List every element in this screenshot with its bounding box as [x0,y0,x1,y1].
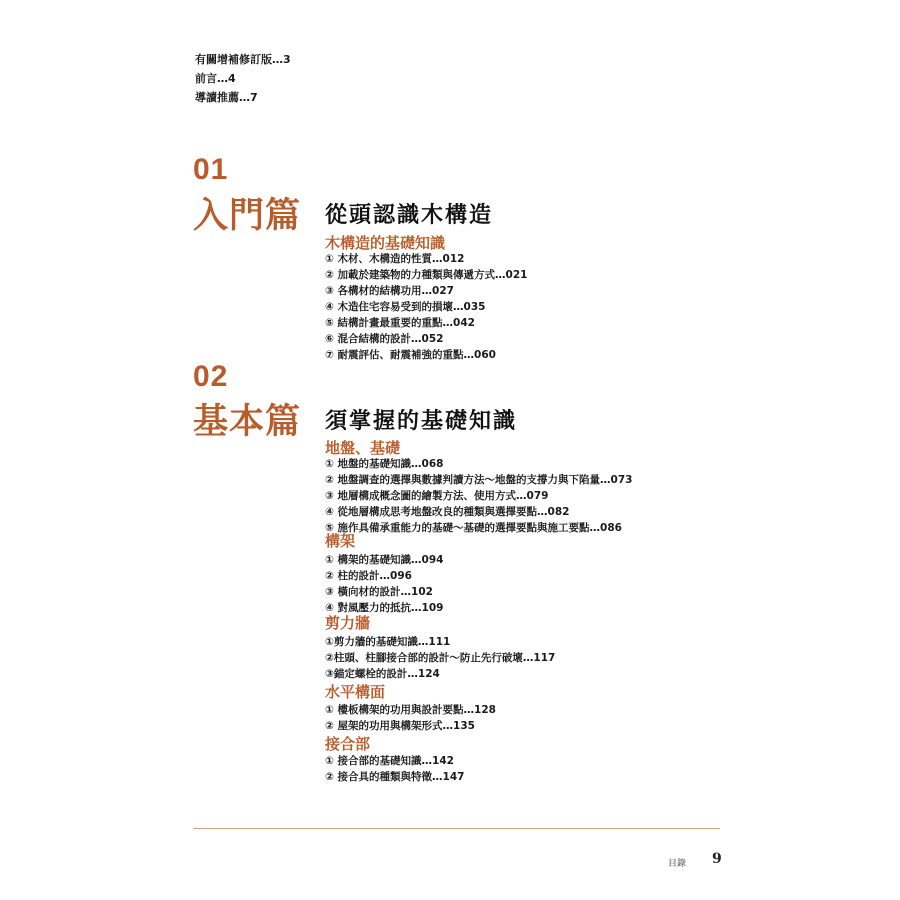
toc-entry: ② 接合具的種類與特徵…147 [325,771,465,783]
part-name: 入門篇 [193,196,302,236]
toc-entry: ④ 木造住宅容易受到的損壞…035 [325,301,486,313]
toc-entry: ⑤ 結構計畫最重要的重點…042 [325,317,475,329]
toc-entry: ③錨定螺栓的設計…124 [325,668,440,680]
part-number: 01 [193,153,229,186]
part-number: 02 [193,360,229,393]
toc-entry: ① 木材、木構造的性質…012 [325,253,465,265]
section-heading: 剪力牆 [325,614,371,632]
toc-entry: ① 接合部的基礎知識…142 [325,755,454,767]
toc-entry: ② 地盤調查的選擇與數據判讀方法～地盤的支撐力與下陷量…073 [325,474,633,486]
section-heading: 地盤、基礎 [325,439,401,457]
front-matter-item: 有關增補修訂版…3 [195,53,291,66]
toc-entry: ②柱頭、柱腳接合部的設計～防止先行破壞…117 [325,652,556,664]
footer-divider [193,828,720,829]
toc-entry: ② 加載於建築物的力種類與傳遞方式…021 [325,269,528,281]
front-matter [195,50,291,107]
toc-entry: ⑥ 混合結構的設計…052 [325,333,444,345]
toc-entry: ④ 從地層構成思考地盤改良的種類與選擇要點…082 [325,506,570,518]
toc-entry: ② 柱的設計…096 [325,570,412,582]
front-matter-item: 導讀推薦…7 [195,91,258,104]
footer-label: 目錄 [668,859,687,869]
section-heading: 水平構面 [325,683,386,701]
toc-entry: ④ 對風壓力的抵抗…109 [325,602,444,614]
part-title: 須掌握的基礎知識 [325,409,518,434]
toc-entry: ① 構架的基礎知識…094 [325,554,444,566]
part-title: 從頭認識木構造 [325,203,494,228]
toc-entry: ① 地盤的基礎知識…068 [325,458,444,470]
section-heading: 木構造的基礎知識 [325,234,446,252]
toc-entry: ③ 橫向材的設計…102 [325,586,433,598]
section-heading: 接合部 [325,735,371,753]
toc-entry: ①剪力牆的基礎知識…111 [325,636,451,648]
toc-entry: ① 樓板構架的功用與設計要點…128 [325,704,496,716]
toc-entry: ② 屋架的功用與構架形式…135 [325,720,475,732]
toc-entry: ⑤ 施作具備承重能力的基礎～基礎的選擇要點與施工要點…086 [325,522,622,534]
toc-entry: ③ 地層構成概念圖的繪製方法、使用方式…079 [325,490,549,502]
section-heading: 構架 [325,532,356,550]
front-matter-item: 前言…4 [195,72,236,85]
toc-entry: ⑦ 耐震評估、耐震補強的重點…060 [325,349,496,361]
page-number: 9 [712,851,722,867]
toc-entry: ③ 各構材的結構功用…027 [325,285,454,297]
part-name: 基本篇 [193,402,302,442]
